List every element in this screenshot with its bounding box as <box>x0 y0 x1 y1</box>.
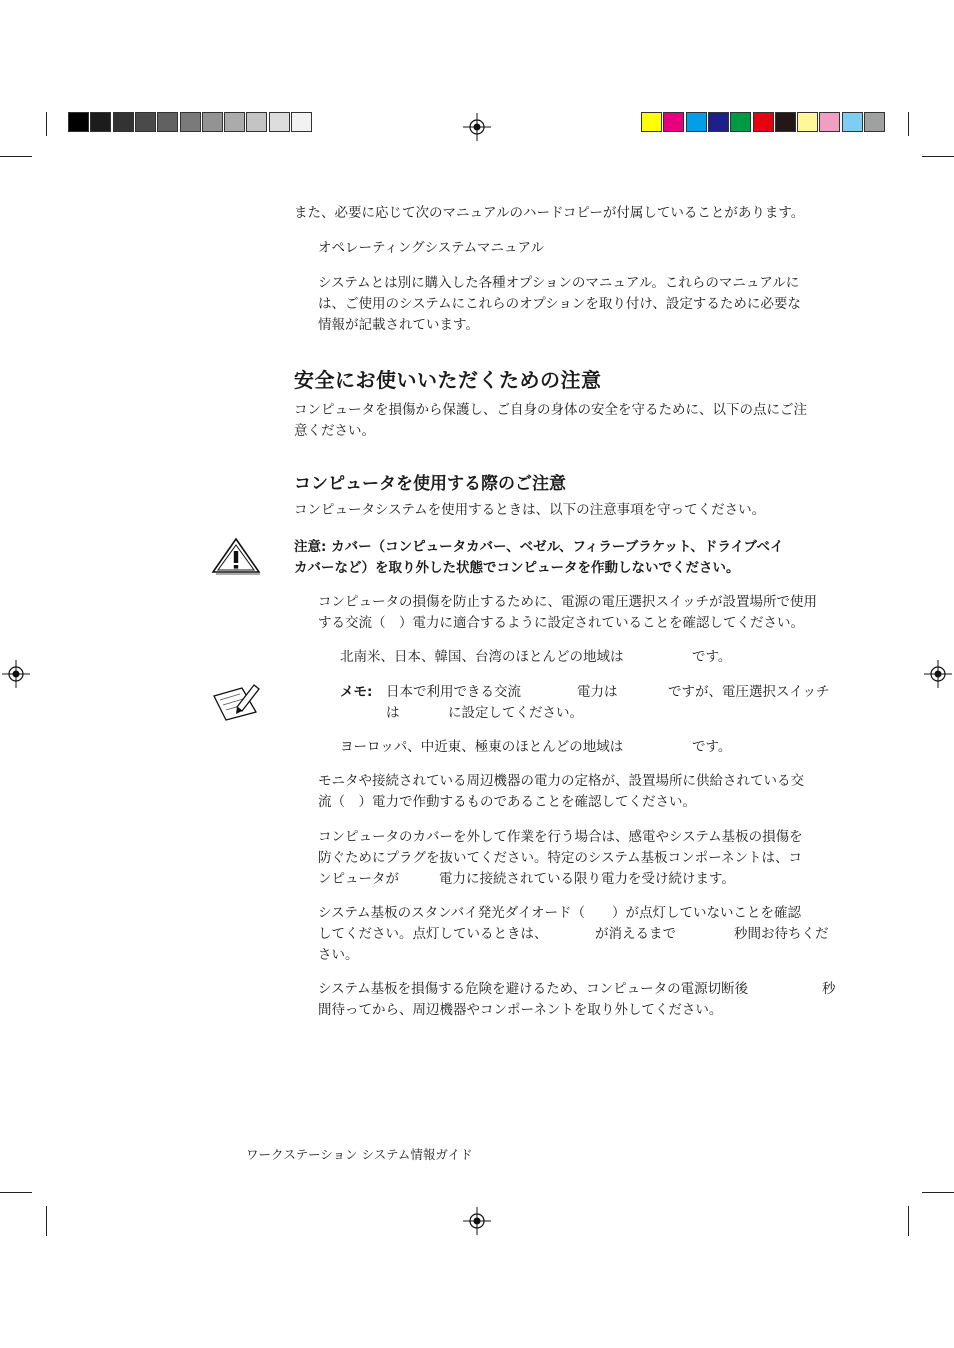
color-swatch <box>864 112 885 132</box>
crop-mark <box>922 1192 954 1193</box>
caution-notice <box>294 537 854 579</box>
gray-swatch <box>135 112 156 132</box>
caution-label: 注意: <box>294 539 327 555</box>
color-swatch <box>797 112 818 132</box>
crop-mark <box>46 1206 47 1236</box>
usage-lead: コンピュータシステムを使用するときは、以下の注意事項を守ってください。 <box>294 502 766 518</box>
color-swatch <box>819 112 840 132</box>
gray-swatch <box>291 112 312 132</box>
crop-mark <box>908 112 909 136</box>
wait-text-2: 間待ってから、周辺機器やコンポーネントを取り外してください。 <box>318 1002 723 1018</box>
crop-mark <box>46 112 47 136</box>
text-line: カバーなど）を取り外した状態でコンピュータを作動しないでください。 <box>294 560 740 576</box>
safety-heading: 安全にお使いいただくための注意 <box>294 368 602 392</box>
wait-text-1b: 秒 <box>822 981 836 997</box>
intro-item-os-manual: オペレーティングシステムマニュアル <box>318 240 544 256</box>
gray-swatch <box>113 112 134 132</box>
gray-swatch <box>269 112 290 132</box>
voltage-paragraph <box>318 592 858 634</box>
region-americas-text: 北南米、日本、韓国、台湾のほとんどの地域は <box>340 649 624 665</box>
usage-heading: コンピュータを使用する際のご注意 <box>294 474 566 494</box>
led-text-3: さい。 <box>318 947 359 963</box>
gray-swatch <box>202 112 223 132</box>
color-swatch <box>663 112 684 132</box>
page-footer: ワークステーション システム情報ガイド <box>246 1147 473 1162</box>
note-text-2a: は <box>386 705 400 721</box>
text-line: システムとは別に購入した各種オプションのマニュアル。これらのマニュアルに <box>318 275 800 291</box>
registration-target-icon <box>2 660 30 688</box>
region-americas-suffix: です。 <box>692 649 732 665</box>
registration-target-icon <box>463 113 491 141</box>
registration-target-icon <box>463 1207 491 1235</box>
led-text-1: システム基板のスタンバイ発光ダイオード（ ）が点灯していないことを確認 <box>318 905 802 921</box>
crop-mark <box>0 156 32 157</box>
registration-target-icon <box>924 660 952 688</box>
note-text-1b: 電力は <box>577 684 618 700</box>
color-swatch <box>753 112 774 132</box>
note-text-2b: に設定してください。 <box>448 705 583 721</box>
gray-swatch <box>90 112 111 132</box>
monitor-rating-paragraph <box>318 771 858 813</box>
color-swatch <box>842 112 863 132</box>
note-label: メモ: <box>340 684 373 700</box>
text-line: コンピュータのカバーを外して作業を行う場合は、感電やシステム基板の損傷を <box>318 829 803 845</box>
color-swatch <box>775 112 796 132</box>
text-line: する交流（ ）電力に適合するように設定されていることを確認してください。 <box>318 615 804 631</box>
text-line <box>294 537 854 558</box>
led-text-2b: が消えるまで <box>595 926 676 942</box>
gray-swatch <box>224 112 245 132</box>
unplug-paragraph <box>318 827 858 869</box>
text-line: コンピュータを損傷から保護し、ご自身の身体の安全を守るために、以下の点にご注 <box>294 402 807 418</box>
wait-text-1a: システム基板を損傷する危険を避けるため、コンピュータの電源切断後 <box>318 981 749 997</box>
text-line: 流（ ）電力で作動するものであることを確認してください。 <box>318 794 696 810</box>
color-swatch <box>686 112 707 132</box>
intro-lead: また、必要に応じて次のマニュアルのハードコピーが付属していることがあります。 <box>294 205 805 221</box>
unplug-text-3a: ンピュータが <box>318 871 399 887</box>
safety-body <box>294 400 839 442</box>
gray-swatch <box>246 112 267 132</box>
color-swatch <box>730 112 751 132</box>
text-line: 防ぐためにプラグを抜いてください。特定のシステム基板コンポーネントは、コ <box>318 850 802 866</box>
crop-mark <box>908 1206 909 1236</box>
region-europe-suffix: です。 <box>692 739 732 755</box>
region-europe-text: ヨーロッパ、中近東、極東のほとんどの地域は <box>340 739 624 755</box>
text-line: は、ご使用のシステムにこれらのオプションを取り付け、設定するために必要な <box>318 296 801 312</box>
caution-warning-icon <box>210 536 262 576</box>
crop-mark <box>922 156 954 157</box>
led-text-2c: 秒間お待ちくだ <box>734 926 829 942</box>
color-swatch <box>708 112 729 132</box>
intro-item-option-manuals <box>318 273 838 336</box>
text-line: モニタや接続されている周辺機器の電力の定格が、設置場所に供給されている交 <box>318 773 804 789</box>
note-text-1c: ですが、電圧選択スイッチ <box>668 684 830 700</box>
gray-swatch <box>180 112 201 132</box>
text-line: 情報が記載されています。 <box>318 317 479 333</box>
color-swatch <box>641 112 662 132</box>
text-line: 意ください。 <box>294 423 375 439</box>
gray-swatch <box>157 112 178 132</box>
text-line: コンピュータの損傷を防止するために、電源の電圧選択スイッチが設置場所で使用 <box>318 594 817 610</box>
led-text-2a: してください。点灯しているときは、 <box>318 926 548 942</box>
gray-swatch <box>68 112 89 132</box>
crop-mark <box>0 1192 32 1193</box>
caution-text: カバー（コンピュータカバー、ベゼル、フィラーブラケット、ドライブベイ <box>331 539 784 555</box>
unplug-text-3b: 電力に接続されている限り電力を受け続けます。 <box>439 871 735 887</box>
note-text-1a: 日本で利用できる交流 <box>386 684 521 700</box>
note-pencil-icon <box>210 682 262 722</box>
